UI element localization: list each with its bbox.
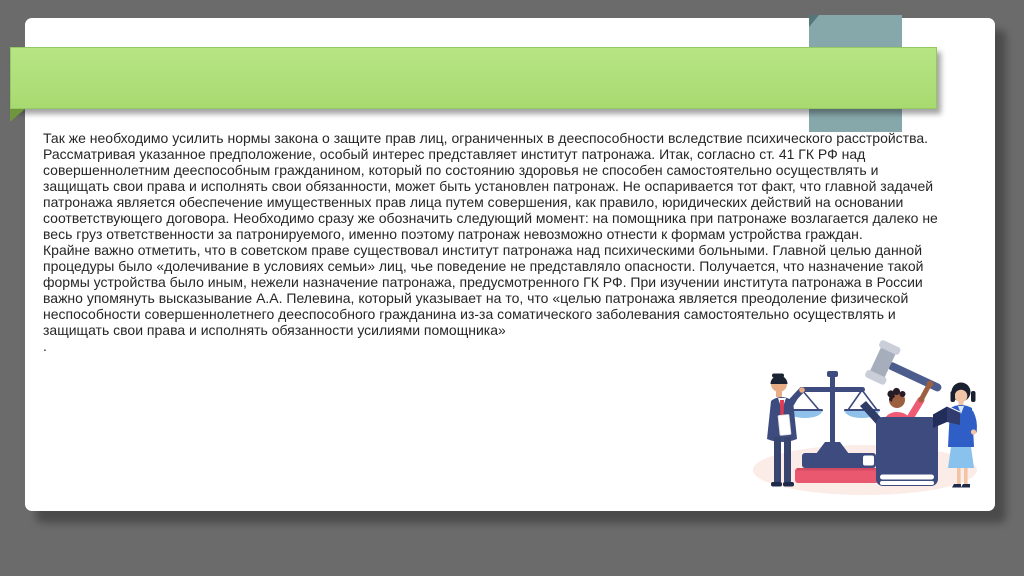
text-line: весь груз ответственности за патронируемого, именно поэтому патронаж невозможно отнести к формам устройства граждан. (43, 226, 863, 242)
body-text (43, 130, 991, 354)
text-line: формы устройства было иным, нежели назначение патронажа, предусмотренного ГК РФ. При изучении института патронажа в России (43, 274, 923, 290)
text-line: патронажа является обеспечение имущественных прав лица путем совершения, как правило, юридических действий на основании (43, 194, 904, 210)
text-line: процедуры было «долечивание в условиях семьи» лиц, чье поведение не представляло опасности. Получается, что назначение такой (43, 258, 924, 274)
text-line: Так же необходимо усилить нормы закона о защите прав лиц, ограниченных в дееспособности вследствие психического расстройства. (43, 130, 929, 146)
title-bar-fold (10, 109, 25, 122)
text-line: защищать свои права и исполнять свои обязанности, может быть установлен патронаж. Не оспаривается тот факт, что главной задачей (43, 178, 934, 194)
justice-illustration (745, 340, 995, 500)
gavel-icon (864, 340, 949, 408)
text-line: . (43, 338, 47, 354)
text-line: защищать свои права и исполнять обязанности усилиями помощника» (43, 322, 506, 338)
text-line: соответствующего договора. Необходимо сразу же обозначить следующий момент: на помощника при патронаже возлагается далеко не (43, 210, 938, 226)
law-books-stack (795, 453, 879, 483)
text-line: важно упомянуть высказывание А.А. Пелевина, который указывает на то, что «целью патронажа является преодоление физической (43, 290, 909, 306)
text-line: неспособности совершеннолетнего дееспособного гражданина из-за соматического заболевания самостоятельно осуществлять и (43, 306, 896, 322)
text-line: Рассматривая указанное предположение, особый интерес представляет институт патронажа. Итак, согласно ст. 41 ГК РФ над (43, 146, 866, 162)
text-line: Крайне важно отметить, что в советском праве существовал институт патронажа над психическими больными. Главной целью данной (43, 242, 923, 258)
text-line: совершеннолетним дееспособным гражданином, который по состоянию здоровья не способен самостоятельно осуществлять и (43, 162, 879, 178)
slide-title-bar (10, 47, 937, 109)
